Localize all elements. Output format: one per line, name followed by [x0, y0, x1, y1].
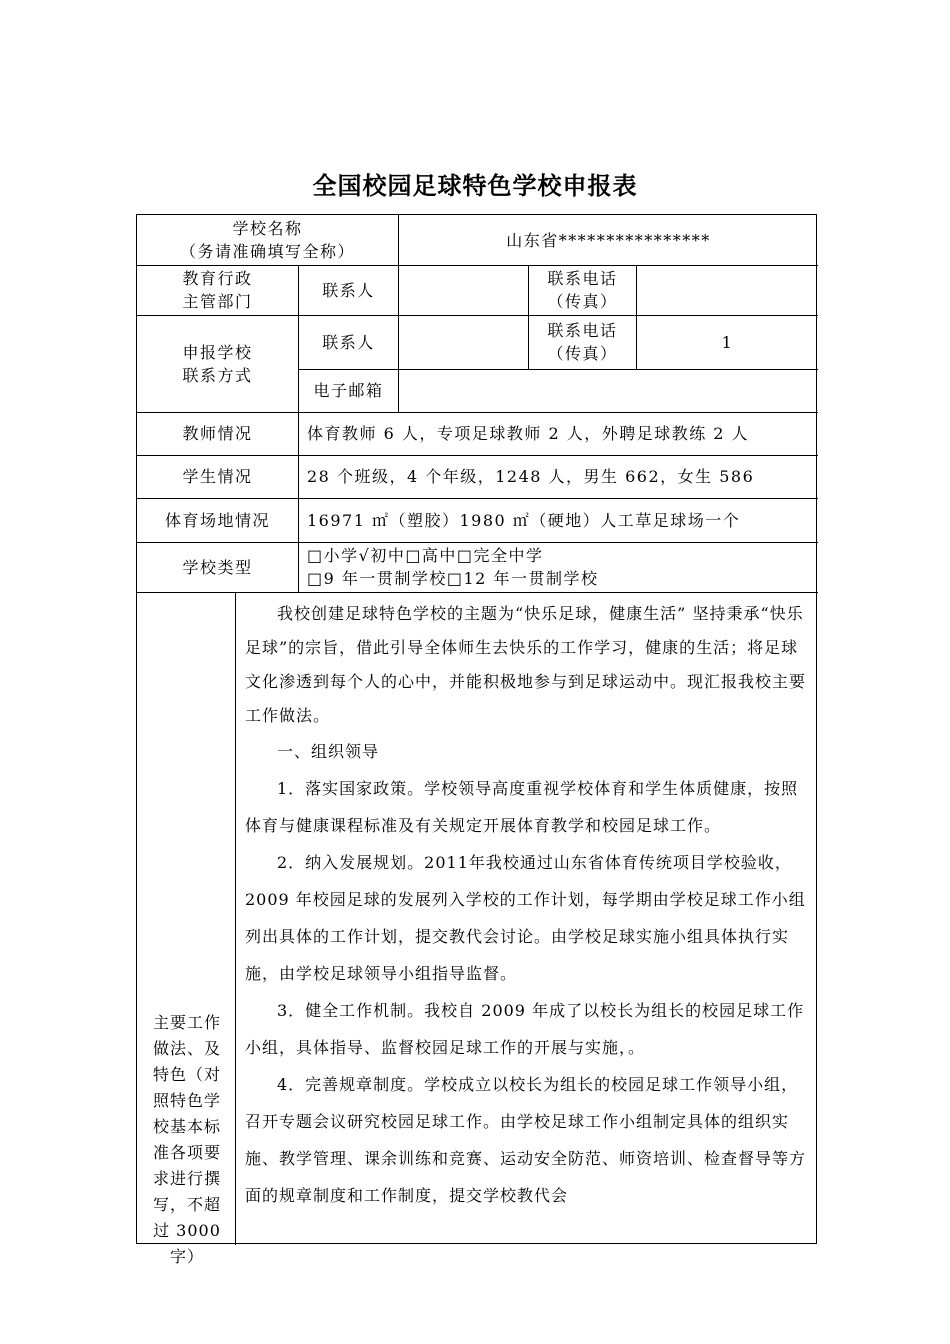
main-work-label-line: 主要工作: [152, 1013, 221, 1032]
main-work-label-line: 照特色学: [152, 1091, 221, 1110]
page-title: 全国校园足球特色学校申报表: [312, 172, 638, 200]
main-work-label: [147, 1010, 227, 1270]
school-name-label-line2: （务请准确填写全称）: [179, 242, 355, 261]
admin-phone-label-line2: （传真）: [547, 292, 618, 311]
school-phone-label-line1: 联系电话: [547, 321, 618, 340]
school-type-line1[interactable]: □小学√初中□高中□完全中学: [307, 546, 544, 565]
venue-value[interactable]: 16971 ㎡（塑胶）1980 ㎡（硬地）人工草足球场一个: [307, 510, 741, 530]
school-phone-label-line2: （传真）: [547, 344, 618, 363]
main-work-label-line: 校基本标: [152, 1117, 221, 1136]
item-paragraph-1: 1．落实国家政策。学校领导高度重视学校体育和学生体质健康，按照体育与健康课程标准及有关规定开展体育教学和校园足球工作。: [245, 779, 799, 835]
admin-dept-label: [137, 265, 298, 315]
school-contact-label-line2: 联系方式: [182, 365, 253, 385]
main-work-label-line: 特色（对: [152, 1065, 221, 1084]
col-divider: [235, 592, 236, 1245]
admin-dept-label-line2: 主管部门: [182, 292, 253, 311]
main-work-label-line: 字）: [169, 1247, 204, 1266]
school-contact-label-line1: 申报学校: [182, 342, 253, 362]
section-heading: 一、组织领导: [277, 742, 380, 761]
admin-phone-label: [529, 265, 636, 315]
email-value[interactable]: [399, 369, 818, 412]
intro-paragraph: 我校创建足球特色学校的主题为“快乐足球，健康生活” 坚持秉承“快乐足球”的宗旨，借此引导全体师生去快乐的工作学习，健康的生活；将足球文化渗透到每个人的心中，并能积极地参与到足球运动中。现汇报我校主要工作做法。: [245, 604, 807, 725]
school-type-options[interactable]: [299, 542, 817, 592]
school-name-label: [137, 215, 398, 265]
item-paragraph-2: 2．纳入发展规划。2011年我校通过山东省体育传统项目学校验收，2009 年校园足球的发展列入学校的工作计划，每学期由学校足球工作小组列出具体的工作计划，提交教代会讨论。由学校足球实施小组具体执行实施，由学校足球领导小组指导监督。: [245, 853, 806, 983]
main-work-content[interactable]: [245, 597, 820, 1214]
teachers-value[interactable]: 体育教师 6 人，专项足球教师 2 人，外聘足球教练 2 人: [307, 424, 750, 443]
school-type-line2[interactable]: □9 年一贯制学校□12 年一贯制学校: [307, 569, 599, 588]
admin-phone-value[interactable]: [637, 265, 818, 315]
email-label: 电子邮箱: [313, 381, 384, 400]
main-work-label-line: 准各项要: [152, 1143, 221, 1162]
school-name-value[interactable]: 山东省****************: [506, 230, 711, 250]
admin-contact-label: 联系人: [322, 280, 375, 300]
main-work-label-line: 过 3000: [153, 1221, 221, 1240]
teachers-label: 教师情况: [182, 424, 253, 443]
venue-label: 体育场地情况: [164, 510, 270, 530]
admin-dept-label-line1: 教育行政: [182, 269, 253, 288]
main-work-label-line: 求进行撰: [152, 1169, 221, 1188]
school-type-label: 学校类型: [182, 557, 253, 577]
main-work-label-line: 做法、及: [152, 1039, 221, 1058]
admin-phone-label-line1: 联系电话: [547, 269, 618, 288]
school-name-label-line1: 学校名称: [232, 219, 303, 238]
school-contact-label: [137, 315, 298, 412]
row-divider: [137, 592, 818, 593]
school-contact-person-label: 联系人: [322, 332, 375, 352]
item-paragraph-4: 4．完善规章制度。学校成立以校长为组长的校园足球工作领导小组，召开专题会议研究校园足球工作。由学校足球工作小组制定具体的组织实施、教学管理、课余训练和竞赛、运动安全防范、师资培训、检查督导等方面的规章制度和工作制度，提交学校教代会: [245, 1075, 807, 1205]
item-paragraph-3: 3．健全工作机制。我校自 2009 年成了以校长为组长的校园足球工作小组，具体指导、监督校园足球工作的开展与实施，。: [245, 1001, 805, 1057]
school-phone-label: [529, 315, 636, 369]
main-work-label-line: 写，不超: [152, 1195, 221, 1214]
students-label: 学生情况: [182, 467, 253, 486]
admin-contact-value[interactable]: [399, 265, 528, 315]
school-phone-value[interactable]: 1: [721, 332, 734, 352]
students-value[interactable]: 28 个班级，4 个年级，1248 人，男生 662，女生 586: [307, 467, 755, 486]
school-contact-person-value[interactable]: [399, 315, 528, 369]
